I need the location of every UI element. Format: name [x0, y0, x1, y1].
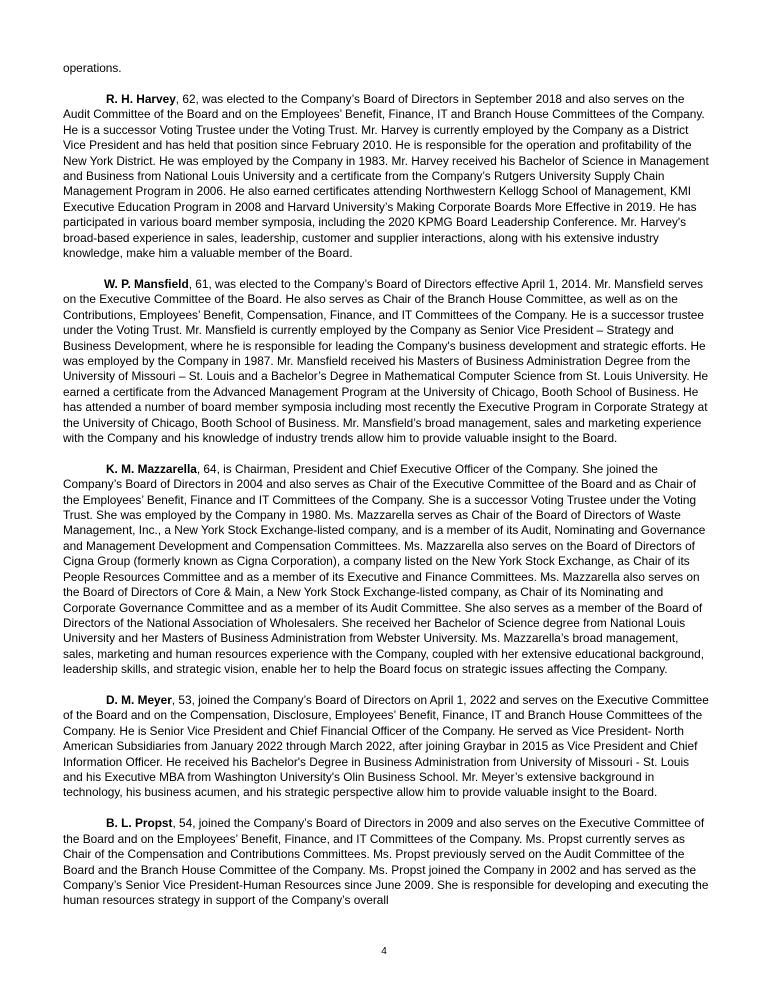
bio-mansfield [63, 277, 711, 446]
director-name: K. M. Mazzarella [106, 461, 197, 476]
director-bio-text: , 53, joined the Company’s Board of Directors on April 1, 2022 and serves on the Executive Committee of the Board and on the Compensation, Disclosure, Employees’ Benefit, Finance, IT and Branch House Committees of the Company. He is Senior Vice President and Chief Financial Officer of the Company. He served as Vice President- North American Subsidiaries from January 2022 through March 2022, after joining Graybar in 2015 as Vice President and Chief Information Officer. He received his Bachelor's Degree in Business Administration from University of Missouri - St. Louis and his Executive MBA from Washington University's Olin Business School. Mr. Meyer’s extensive background in technology, his business acumen, and his strategic perspective allow him to provide valuable insight to the Board. [63, 693, 709, 800]
director-name: D. M. Meyer [106, 693, 172, 708]
page-number: 4 [381, 946, 387, 957]
director-bio-text: , 61, was elected to the Company’s Board of Directors effective April 1, 2014. Mr. Mansfield serves on the Executive Committee of the Board. He also serves as Chair of the Branch House Committee, as well as on the Contributions, Employees’ Benefit, Compensation, Finance, and IT Committees of the Company. He is a successor trustee under the Voting Trust. Mr. Mansfield is currently employed by the Company as Senior Vice President – Strategy and Business Development, where he is responsible for leading the Company's business development and strategic efforts. He was employed by the Company in 1987. Mr. Mansfield received his Masters of Business Administration Degree from the University of Missouri – St. Louis and a Bachelor’s Degree in Mathematical Computer Science from St. Louis University. He earned a certificate from the Advanced Management Program at the University of Chicago, Booth School of Business. He has attended a number of board member symposia including most recently the Executive Program in Corporate Strategy at the University of Chicago, Booth School of Business. Mr. Mansfield’s broad management, sales and marketing experience with the Company and his knowledge of industry trends allow him to provide valuable insight to the Board. [63, 276, 709, 445]
director-name: W. P. Mansfield [104, 276, 189, 291]
bio-mazzarella [63, 462, 711, 678]
director-bio-text: , 62, was elected to the Company’s Board of Directors in September 2018 and also serves on the Audit Committee of the Board and on the Employees’ Benefit, Finance, IT and Branch House Committees of the Company. He is a successor Voting Trustee under the Voting Trust. Mr. Harvey is currently employed by the Company as a District Vice President and has held that position since February 2010. He is responsible for the operation and profitability of the New York District. He was employed by the Company in 1983. Mr. Harvey received his Bachelor of Science in Management and Business from National Louis University and a certificate from the Company’s Rutgers University Supply Chain Management Program in 2006. He also earned certificates attending Northwestern Kellogg School of Management, KMI Executive Education Program in 2008 and Harvard University’s Making Corporate Boards More Effective in 2019. He has participated in various board member symposia, including the 2020 KPMG Board Leadership Conference. Mr. Harvey's broad-based experience in sales, leadership, customer and supplier interactions, along with his extensive industry knowledge, make him a valuable member of the Board. [63, 91, 709, 260]
bio-meyer [63, 693, 711, 801]
bio-propst [63, 816, 711, 908]
continuation-text: operations. [63, 61, 122, 75]
director-bio-text: , 64, is Chairman, President and Chief Executive Officer of the Company. She joined the Company’s Board of Directors in 2004 and also serves as Chair of the Executive Committee of the Board and as Chair of the Employees’ Benefit, Finance and IT Committees of the Company. She is a successor Voting Trustee under the Voting Trust. She was employed by the Company in 1980. Ms. Mazzarella serves as Chair of the Board of Directors of Waste Management, Inc., a New York Stock Exchange-listed company, and is a member of its Audit, Nominating and Governance and Management Development and Compensation Committees. Ms. Mazzarella also serves on the Board of Directors of Cigna Group (formerly known as Cigna Corporation), a company listed on the New York Stock Exchange, as Chair of its People Resources Committee and as a member of its Executive and Finance Committees. Ms. Mazzarella also serves on the Board of Directors of Core & Main, a New York Stock Exchange-listed company, as Chair of its Nominating and Corporate Governance Committee and as a member of its Audit Committee. She also serves as a member of the Board of Directors of the National Association of Wholesalers. She received her Bachelor of Science degree from National Louis University and her Masters of Business Administration from Webster University. Ms. Mazzarella’s broad management, sales, marketing and human resources experience with the Company, coupled with her extensive educational background, leadership skills, and strategic vision, enable her to help the Board focus on strategic issues affecting the Company. [63, 461, 706, 677]
director-name: R. H. Harvey [106, 91, 176, 106]
document-page [63, 61, 711, 924]
director-bio-text: , 54, joined the Company’s Board of Directors in 2009 and also serves on the Executive Committee of the Board and on the Employees’ Benefit, Finance, and IT Committees of the Company. Ms. Propst currently serves as Chair of the Compensation and Contributions Committees. Ms. Propst previously served on the Audit Committee of the Board and the Branch House Committee of the Company. Ms. Propst joined the Company in 2002 and has served as the Company’s Senior Vice President-Human Resources since June 2009. She is responsible for developing and executing the human resources strategy in support of the Company’s overall [63, 816, 709, 908]
bio-harvey [63, 92, 711, 261]
director-name: B. L. Propst [106, 816, 173, 831]
